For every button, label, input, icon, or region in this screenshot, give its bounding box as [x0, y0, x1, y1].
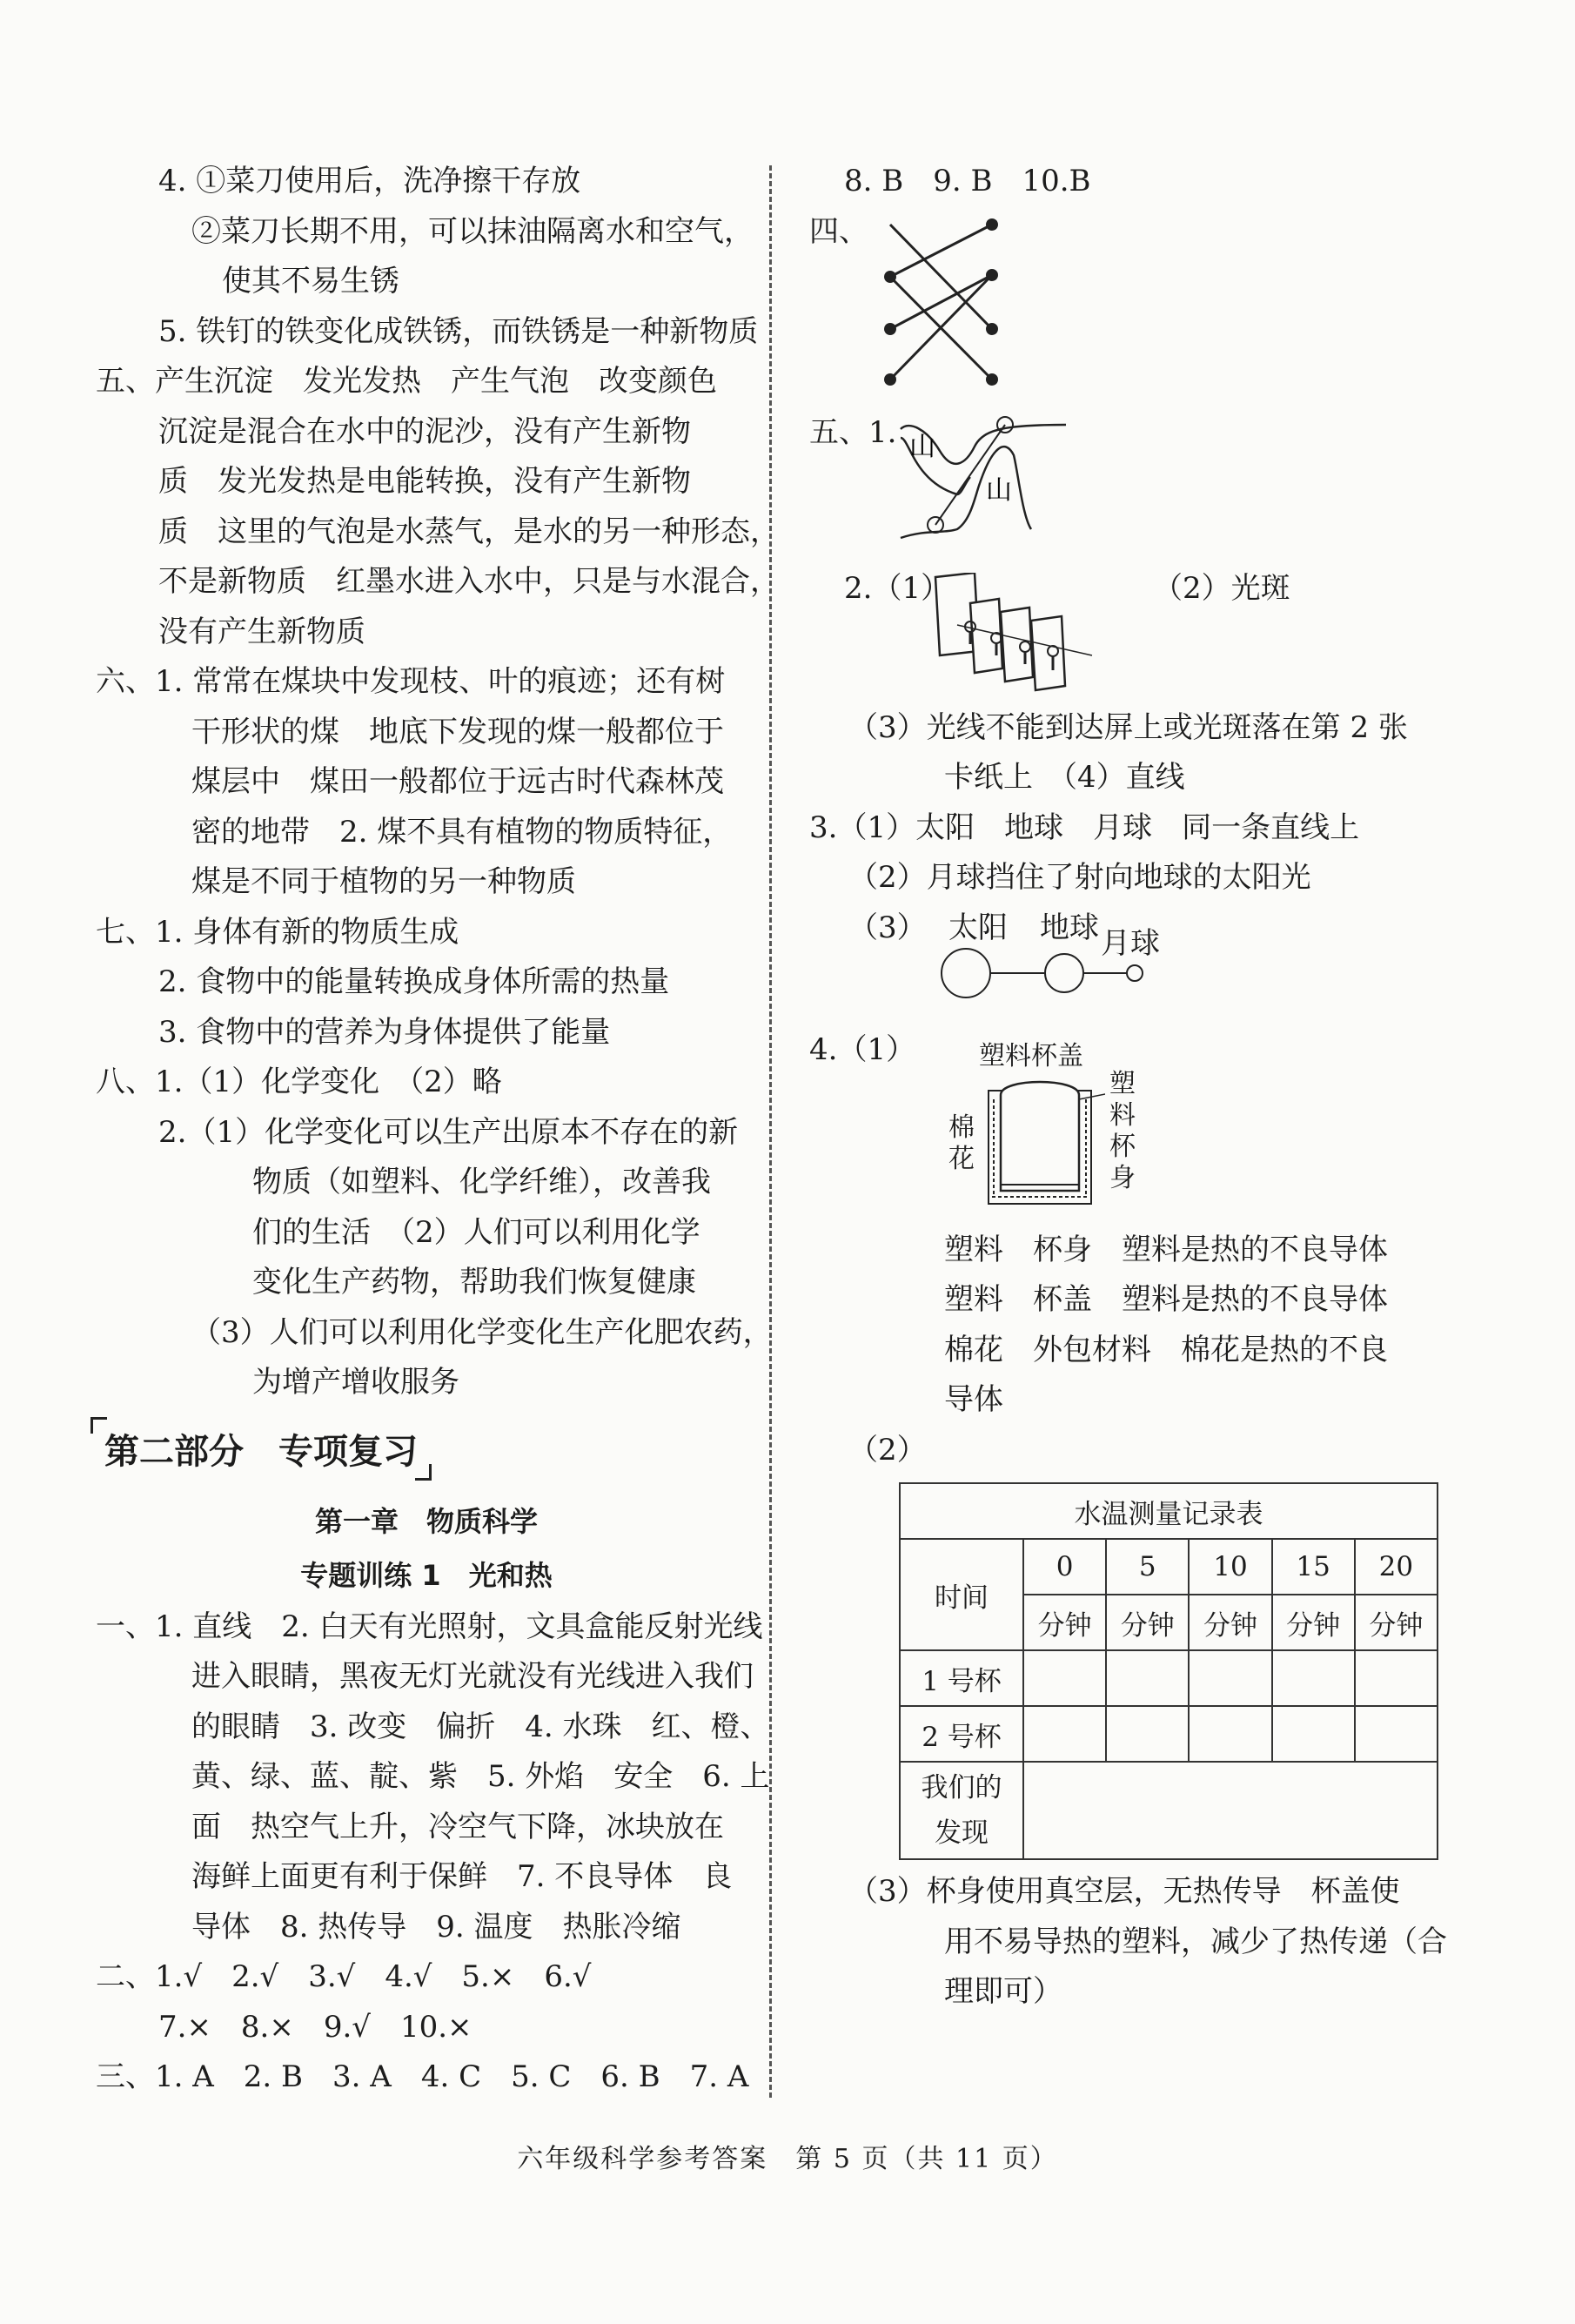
time-cell: 5 — [1106, 1539, 1189, 1595]
cup-lid-label: 塑料杯盖 — [979, 1040, 1083, 1071]
answer-line: 使其不易生锈 — [222, 264, 399, 299]
answer-line: 不是新物质 红墨水进入水中，只是与水混合， — [158, 564, 780, 599]
answer-line: 海鲜上面更有利于保鲜 7. 不良导体 良 — [191, 1859, 733, 1894]
mountain-light-diagram — [892, 412, 1101, 555]
findings-label — [900, 1762, 1023, 1859]
answer-line: 质 发光发热是电能转换，没有产生新物 — [158, 464, 691, 499]
answer-line: 干形状的煤 地底下发现的煤一般都位于 — [191, 714, 724, 749]
answer-line: 质 这里的气泡是水蒸气，是水的另一种形态， — [158, 514, 780, 549]
chapter-title: 第一章 物质科学 — [314, 1504, 538, 1538]
answer-line: 物质（如塑料、化学纤维），改善我 — [252, 1165, 711, 1199]
answer-line: 5. 铁钉的铁变化成铁锈，而铁锈是一种新物质 — [158, 313, 759, 349]
answer-line: 没有产生新物质 — [158, 614, 365, 649]
findings-label-line2: 发现 — [935, 1817, 989, 1849]
answer-line: （2）光斑 — [1153, 570, 1290, 606]
time-cell: 0 — [1023, 1539, 1106, 1595]
answer-line: 二、1.√ 2.√ 3.√ 4.√ 5.× 6.√ — [96, 1959, 592, 1994]
answer-line: （3）杯身使用真空层，无热传导 杯盖使 — [848, 1874, 1400, 1909]
answer-line: 们的生活 （2）人们可以利用化学 — [252, 1214, 700, 1250]
unit-cell: 分钟 — [1355, 1595, 1438, 1650]
answer-line: 卡纸上 （4）直线 — [944, 760, 1185, 795]
cards-candle-diagram — [931, 573, 1123, 695]
mountain-label-2: 山 — [986, 474, 1012, 506]
unit-cell: 分钟 — [1272, 1595, 1355, 1650]
answer-line: 2.（1） — [844, 570, 951, 606]
answer-line: （3）人们可以利用化学变化生产化肥农药， — [191, 1314, 773, 1350]
left-column — [96, 157, 780, 2103]
answer-line: 塑料 杯身 塑料是热的不良导体 — [944, 1232, 1388, 1267]
answer-line: 变化生产药物，帮助我们恢复健康 — [252, 1265, 696, 1300]
answer-line: 三、1. A 2. B 3. A 4. C 5. C 6. B 7. A — [96, 2059, 749, 2094]
mountain-label-1: 山 — [909, 431, 935, 462]
answer-line: 一、1. 直线 2. 白天有光照射，文具盒能反射光线 — [96, 1609, 763, 1644]
mountain-figure — [809, 412, 1453, 555]
row-label: 1 号杯 — [900, 1650, 1023, 1706]
table-title: 水温测量记录表 — [900, 1483, 1438, 1539]
answer-line: 塑料 杯盖 塑料是热的不良导体 — [944, 1282, 1388, 1317]
cup-figure — [809, 1031, 1453, 1217]
cotton-label: 棉花 — [948, 1112, 975, 1174]
answer-line: 3.（1）太阳 地球 月球 同一条直线上 — [809, 809, 1360, 845]
answer-line: ②菜刀长期不用，可以抹油隔离水和空气， — [191, 213, 754, 249]
answer-line: （2） — [848, 1432, 927, 1468]
answer-line: 七、1. 身体有新的物质生成 — [96, 914, 459, 950]
findings-label-line1: 我们的 — [921, 1772, 1002, 1803]
topic-title: 专题训练 1 光和热 — [300, 1558, 553, 1592]
section-title: 第二部分 专项复习 — [96, 1421, 426, 1477]
cards-figure — [809, 570, 1453, 695]
answer-line: 密的地带 2. 煤不具有植物的物质特征， — [191, 814, 733, 850]
answer-line: 八、1.（1）化学变化 （2）略 — [96, 1065, 502, 1099]
answer-line: 导体 8. 热传导 9. 温度 热胀冷缩 — [191, 1909, 681, 1945]
answer-line: （3） — [848, 910, 927, 945]
answer-line: 面 热空气上升，冷空气下降，冰块放在 — [191, 1809, 724, 1844]
section-label: 五、1. — [809, 414, 897, 450]
answer-line: 4. ①菜刀使用后，洗净擦干存放 — [158, 164, 581, 198]
answer-line: 煤层中 煤田一般都位于远古时代森林茂 — [191, 764, 724, 799]
row-label: 2 号杯 — [900, 1706, 1023, 1762]
answer-line: 理即可） — [944, 1974, 1062, 2009]
answer-line: 五、产生沉淀 发光发热 产生气泡 改变颜色 — [96, 364, 717, 399]
answer-line: 棉花 外包材料 棉花是热的不良 — [944, 1332, 1388, 1367]
answer-line: 用不易导热的塑料，减少了热传递（合 — [944, 1924, 1447, 1959]
answer-line: 进入眼睛，黑夜无灯光就没有光线进入我们 — [191, 1659, 754, 1694]
column-divider — [769, 165, 772, 2098]
unit-cell: 分钟 — [1189, 1595, 1271, 1650]
unit-cell: 分钟 — [1023, 1595, 1106, 1650]
answer-line: 的眼睛 3. 改变 偏折 4. 水珠 红、橙、 — [191, 1709, 770, 1744]
answer-line: 为增产增收服务 — [252, 1365, 459, 1400]
page-footer: 六年级科学参考答案 第 5 页（共 11 页） — [517, 2144, 1058, 2174]
answer-line: 导体 — [944, 1382, 1003, 1417]
time-header: 时间 — [900, 1539, 1023, 1650]
right-column — [809, 157, 1453, 2018]
answer-line: （3）光线不能到达屏上或光斑落在第 2 张 — [848, 709, 1408, 745]
earth-label: 地球 — [1040, 910, 1099, 945]
answer-line: 2.（1）化学变化可以生产出原本不存在的新 — [158, 1114, 739, 1150]
answer-line: 3. 食物中的营养为身体提供了能量 — [158, 1014, 611, 1050]
matching-lines-diagram — [844, 207, 1018, 386]
unit-cell: 分钟 — [1106, 1595, 1189, 1650]
answer-line: 煤是不同于植物的另一种物质 — [191, 864, 576, 899]
insulated-cup-diagram — [983, 1073, 1105, 1212]
water-temperature-table — [899, 1482, 1438, 1860]
matching-figure — [809, 207, 1453, 386]
answer-line: 六、1. 常常在煤块中发现枝、叶的痕迹；还有树 — [96, 664, 726, 699]
time-cell: 20 — [1355, 1539, 1438, 1595]
section-label: 四、 — [809, 213, 868, 249]
time-cell: 10 — [1189, 1539, 1271, 1595]
left-answers-part2 — [96, 1602, 770, 2103]
answer-line: 7.× 8.× 9.√ 10.× — [158, 2009, 473, 2045]
left-answers-part1 — [96, 157, 780, 1408]
time-cell: 15 — [1272, 1539, 1355, 1595]
sun-earth-moon-figure — [809, 903, 1453, 999]
answer-line: （2）月球挡住了射向地球的太阳光 — [848, 860, 1311, 895]
answer-line: 黄、绿、蓝、靛、紫 5. 外焰 安全 6. 上 — [191, 1759, 770, 1794]
sun-label: 太阳 — [948, 910, 1008, 945]
alignment-diagram — [940, 945, 1166, 1006]
cup-body-label: 塑料杯身 — [1109, 1068, 1136, 1193]
moon-label: 月球 — [1101, 925, 1160, 961]
answer-line: 沉淀是混合在水中的泥沙，没有产生新物 — [158, 413, 691, 449]
answer-line: 2. 食物中的能量转换成身体所需的热量 — [158, 964, 670, 999]
answer-line: 8. B 9. B 10.B — [844, 164, 1091, 198]
answer-line: 4.（1） — [809, 1031, 916, 1067]
